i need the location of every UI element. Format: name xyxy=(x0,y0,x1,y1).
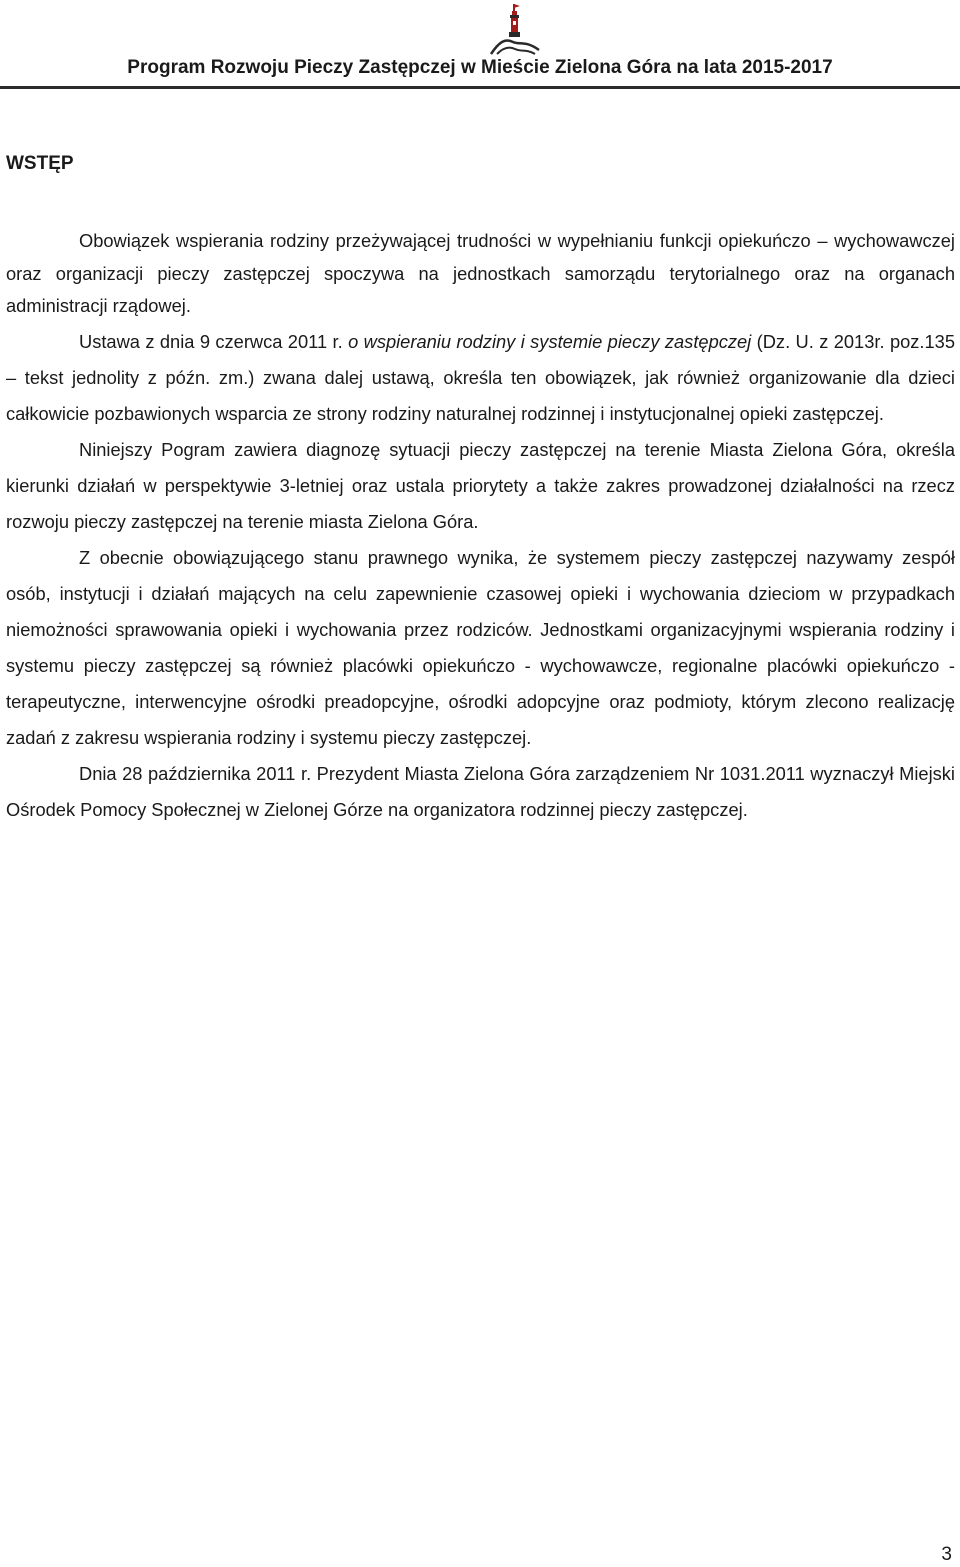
city-crest-icon xyxy=(489,2,541,58)
page-header xyxy=(0,0,960,92)
document-header-title: Program Rozwoju Pieczy Zastępczej w Mieście Zielona Góra na lata 2015-2017 xyxy=(127,57,833,78)
paragraph-act-rest: (Dz. U. z 2013r. poz.135 – tekst jednolity z późn. zm.) zwana dalej ustawą, określa ten obowiązek, jak również organizowanie dla dzieci całkowicie pozbawionych wsparcia ze strony rodziny naturalnej rodzinnej i instytucjonalnej opieki zastępczej. xyxy=(6,330,955,424)
act-title: o wspieraniu rodziny i systemie pieczy zastępczej xyxy=(348,330,752,352)
paragraph-ordinance: Dnia 28 października 2011 r. Prezydent Miasta Zielona Góra zarządzeniem Nr 1031.2011 wyznaczył Miejski Ośrodek Pomocy Społecznej w Zielonej Górze na organizatora rodzinnej pieczy zastępczej. xyxy=(6,762,955,820)
paragraph-program: Niniejszy Pogram zawiera diagnozę sytuacji pieczy zastępczej na terenie Miasta Zielona Góra, określa kierunki działań w perspektywie 3-letniej oraz ustala priorytety a także zakres prowadzonej działalności na rzecz rozwoju pieczy zastępczej na terenie miasta Zielona Góra. xyxy=(6,438,955,532)
paragraph-legal-system: Z obecnie obowiązującego stanu prawnego wynika, że systemem pieczy zastępczej nazywamy zespół osób, instytucji i działań mających na celu zapewnienie czasowej opieki i wychowania dzieciom w przypadkach niemożności sprawowania opieki i wychowania przez rodziców. Jednostkami organizacyjnymi wspierania rodziny i systemu pieczy zastępczej są również placówki opiekuńczo - wychowawcze, regionalne placówki opiekuńczo - terapeutyczne, interwencyjne ośrodki preadopcyjne, ośrodki adopcyjne oraz podmioty, którym zlecono realizację zadań z zakresu wspierania rodziny i systemu pieczy zastępczej. xyxy=(6,546,955,748)
page-number: 3 xyxy=(941,1544,952,1565)
header-divider xyxy=(0,86,960,89)
paragraph-intro: Obowiązek wspierania rodziny przeżywającej trudności w wypełnianiu funkcji opiekuńczo – wychowawczej oraz organizacji pieczy zastępczej spoczywa na jednostkach samorządu terytorialnego oraz na organach administracji rządowej. xyxy=(6,230,955,316)
section-heading: WSTĘP xyxy=(6,153,74,174)
document-body xyxy=(6,225,955,828)
paragraph-act xyxy=(6,324,955,432)
paragraph-act-lead: Ustawa z dnia 9 czerwca 2011 r. xyxy=(79,330,349,352)
